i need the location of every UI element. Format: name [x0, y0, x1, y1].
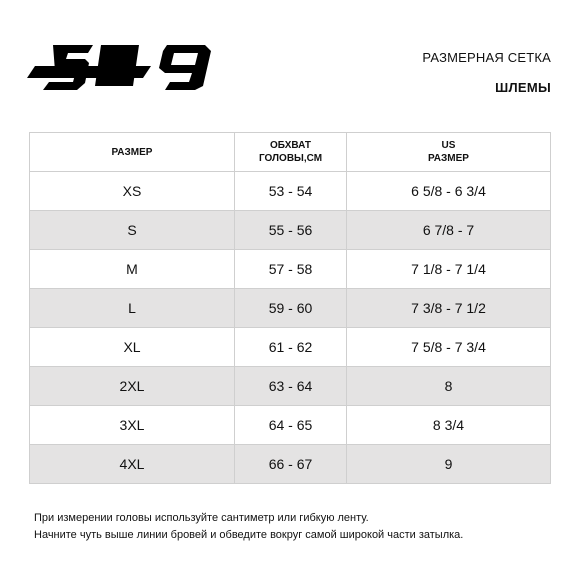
cell-size: 4XL	[30, 445, 235, 484]
cell-head: 59 - 60	[235, 289, 347, 328]
instruction-line: Начните чуть выше линии бровей и обведите вокруг самой широкой части затылка.	[34, 529, 464, 541]
cell-size: 2XL	[30, 367, 235, 406]
table-row	[30, 328, 551, 367]
instruction-line: При измерении головы используйте сантиметр или гибкую ленту.	[34, 512, 369, 524]
cell-size: XS	[30, 172, 235, 211]
cell-us: 6 7/8 - 7	[347, 211, 551, 250]
cell-size: S	[30, 211, 235, 250]
cell-head: 63 - 64	[235, 367, 347, 406]
table-row	[30, 172, 551, 211]
table-row	[30, 289, 551, 328]
size-chart-table	[29, 132, 551, 484]
cell-head: 57 - 58	[235, 250, 347, 289]
table-row	[30, 250, 551, 289]
cell-size: M	[30, 250, 235, 289]
cell-head: 61 - 62	[235, 328, 347, 367]
cell-us: 9	[347, 445, 551, 484]
product-category: ШЛЕМЫ	[495, 80, 551, 95]
table-row	[30, 367, 551, 406]
chart-title: РАЗМЕРНАЯ СЕТКА	[422, 50, 551, 65]
column-header-us-size: US РАЗМЕР	[347, 133, 551, 172]
table-row	[30, 406, 551, 445]
cell-head: 64 - 65	[235, 406, 347, 445]
cell-head: 66 - 67	[235, 445, 347, 484]
cell-size: XL	[30, 328, 235, 367]
header	[422, 50, 551, 95]
column-header-size: РАЗМЕР	[30, 133, 235, 172]
table-row	[30, 211, 551, 250]
cell-us: 8	[347, 367, 551, 406]
cell-us: 7 3/8 - 7 1/2	[347, 289, 551, 328]
measurement-instructions	[34, 510, 463, 544]
cell-us: 8 3/4	[347, 406, 551, 445]
cell-us: 6 5/8 - 6 3/4	[347, 172, 551, 211]
table-row	[30, 445, 551, 484]
cell-us: 7 5/8 - 7 3/4	[347, 328, 551, 367]
cell-head: 55 - 56	[235, 211, 347, 250]
cell-size: 3XL	[30, 406, 235, 445]
cell-us: 7 1/8 - 7 1/4	[347, 250, 551, 289]
column-header-head-circumference: ОБХВАТ ГОЛОВЫ,СМ	[235, 133, 347, 172]
table-header-row	[30, 133, 551, 172]
brand-logo	[27, 42, 211, 90]
cell-size: L	[30, 289, 235, 328]
cell-head: 53 - 54	[235, 172, 347, 211]
